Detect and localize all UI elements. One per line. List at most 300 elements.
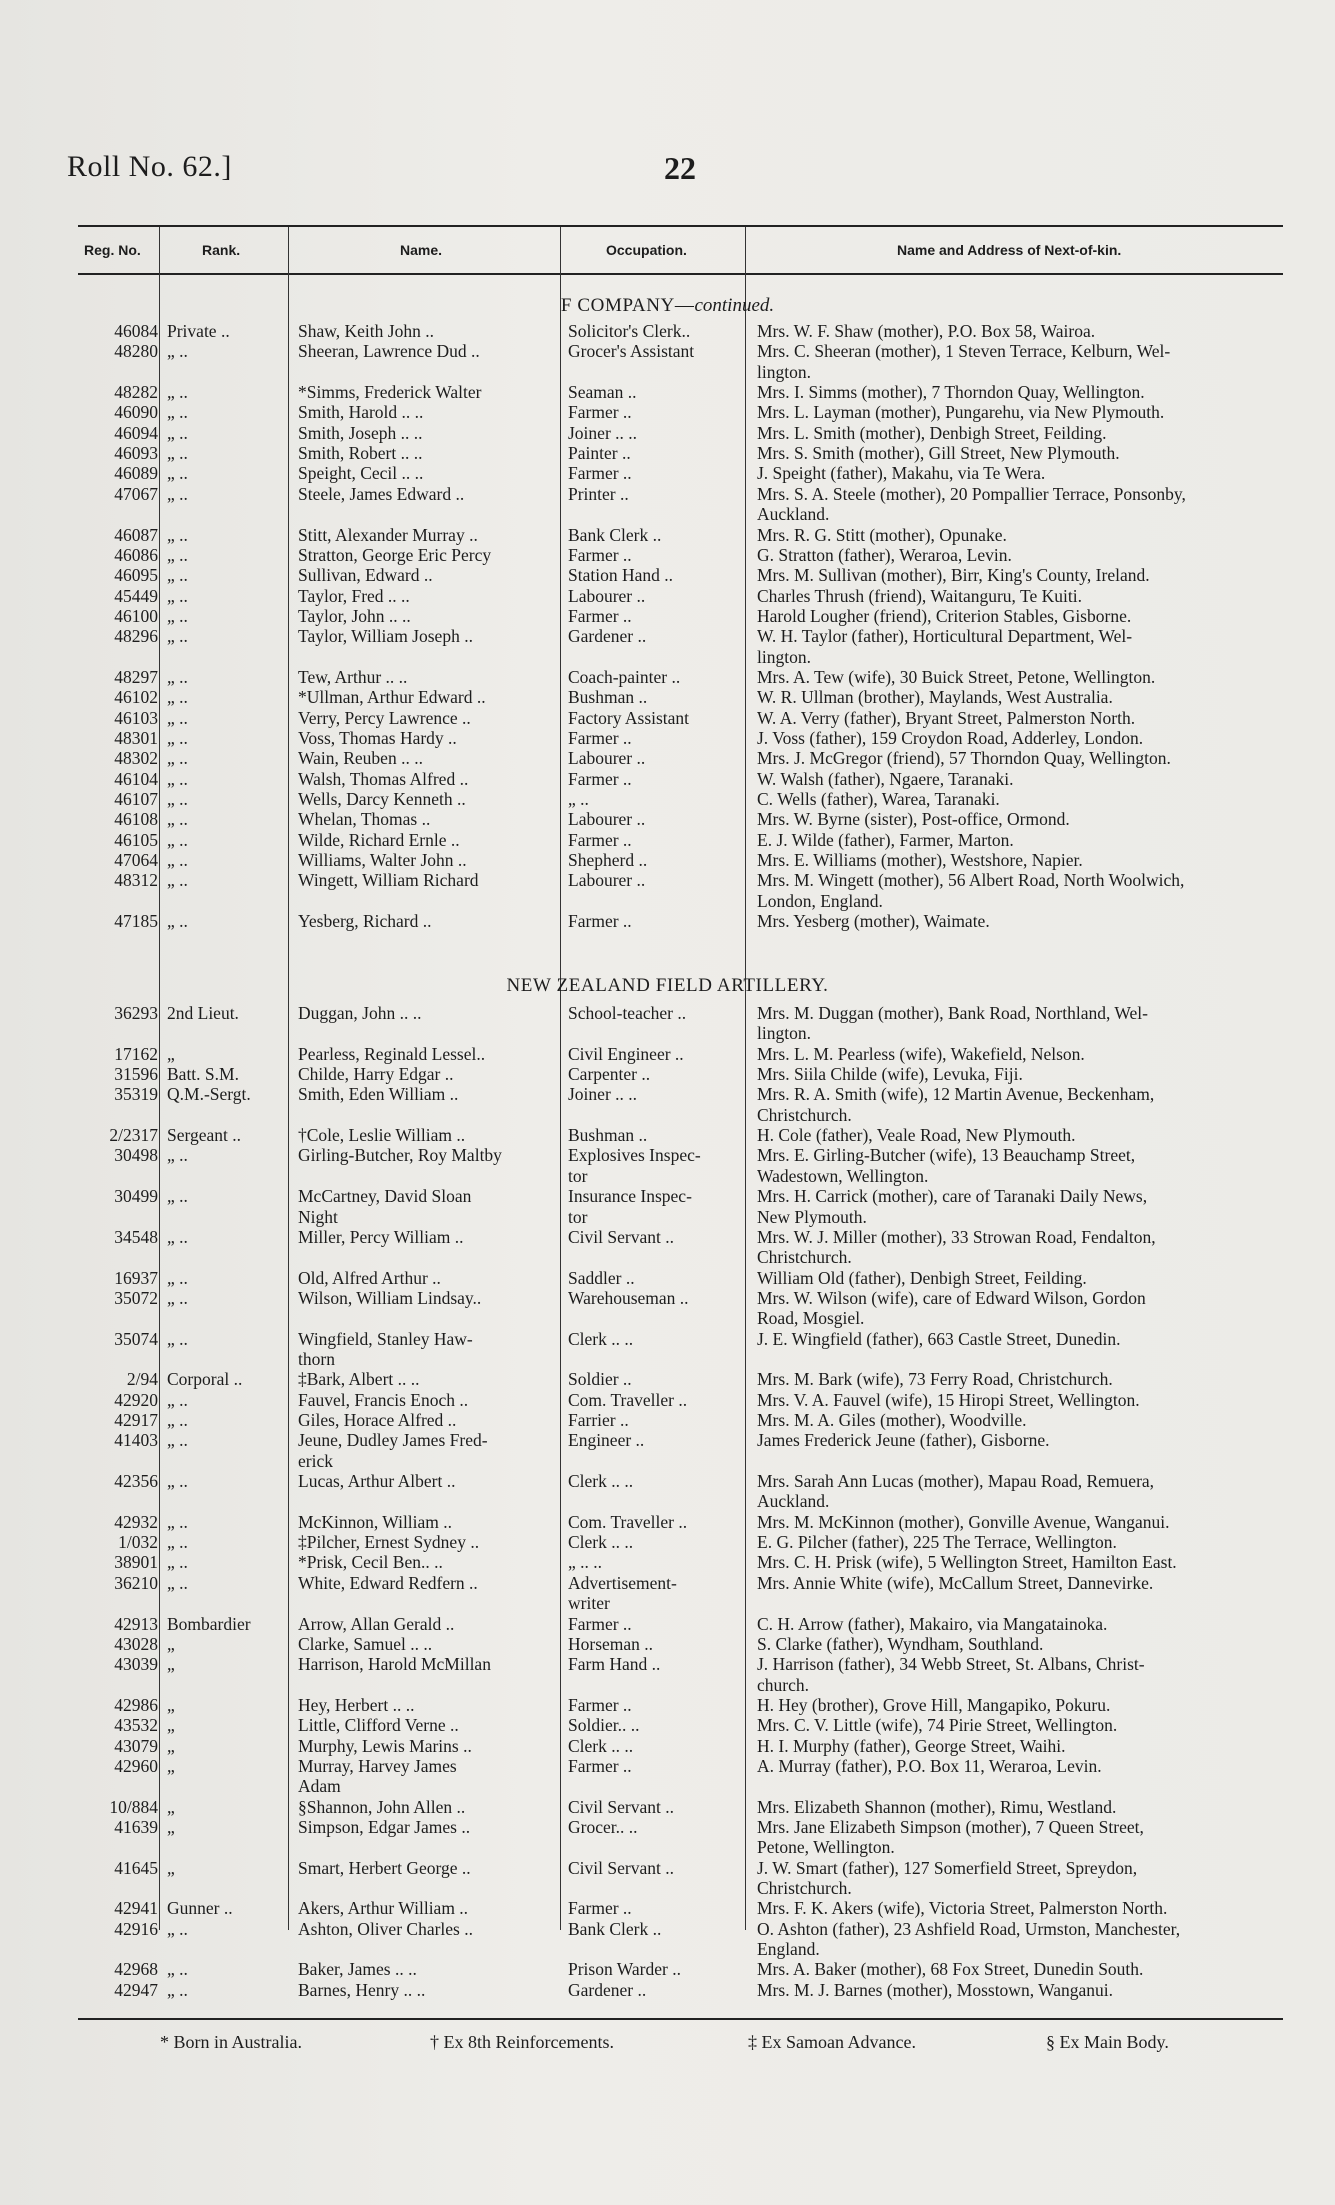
table-row xyxy=(0,1288,1335,1308)
cell-name: Smith, Harold .. .. xyxy=(298,402,424,422)
cell-occ: Farmer .. xyxy=(568,402,632,422)
cell-occ: tor xyxy=(568,1207,588,1227)
cell-name: Arrow, Allan Gerald .. xyxy=(298,1614,455,1634)
cell-rank: „ xyxy=(167,1817,175,1837)
cell-name: Pearless, Reginald Lessel.. xyxy=(298,1044,486,1064)
cell-kin: Mrs. W. Wilson (wife), care of Edward Wilson, Gordon xyxy=(757,1288,1146,1308)
cell-name: Steele, James Edward .. xyxy=(298,484,465,504)
cell-name: Stratton, George Eric Percy xyxy=(298,545,492,565)
cell-occ: Joiner .. .. xyxy=(568,423,638,443)
cell-kin: Christchurch. xyxy=(757,1105,852,1125)
cell-occ: Prison Warder .. xyxy=(568,1959,681,1979)
cell-kin: Mrs. L. Smith (mother), Denbigh Street, Feilding. xyxy=(757,423,1107,443)
cell-name: Hey, Herbert .. .. xyxy=(298,1695,415,1715)
cell-rank: „ .. xyxy=(167,1410,188,1430)
cell-name: Adam xyxy=(298,1776,341,1796)
cell-name: Wain, Reuben .. .. xyxy=(298,748,423,768)
cell-occ: Farmer .. xyxy=(568,830,632,850)
cell-reg: 1/032 xyxy=(118,1532,158,1552)
cell-occ: Com. Traveller .. xyxy=(568,1512,688,1532)
cell-kin: Mrs. Sarah Ann Lucas (mother), Mapau Road, Remuera, xyxy=(757,1471,1155,1491)
cell-kin: England. xyxy=(757,1939,820,1959)
cell-reg: 46094 xyxy=(114,423,158,443)
table-row xyxy=(0,423,1335,443)
table-row xyxy=(0,789,1335,809)
cell-kin: J. E. Wingfield (father), 663 Castle Street, Dunedin. xyxy=(757,1329,1121,1349)
cell-occ: Insurance Inspec- xyxy=(568,1186,692,1206)
cell-kin: Mrs. F. K. Akers (wife), Victoria Street, Palmerston North. xyxy=(757,1898,1168,1918)
cell-name: Little, Clifford Verne .. xyxy=(298,1715,459,1735)
table-row xyxy=(0,1858,1335,1878)
column-header-row xyxy=(78,228,1283,272)
cell-rank: „ .. xyxy=(167,1268,188,1288)
cell-name: Giles, Horace Alfred .. xyxy=(298,1410,457,1430)
cell-reg: 42916 xyxy=(114,1919,158,1939)
table-row xyxy=(0,1817,1335,1837)
cell-occ: Farmer .. xyxy=(568,1614,632,1634)
cell-kin: Christchurch. xyxy=(757,1247,852,1267)
cell-reg: 42932 xyxy=(114,1512,158,1532)
cell-kin: Mrs. Elizabeth Shannon (mother), Rimu, Westland. xyxy=(757,1797,1117,1817)
table-row xyxy=(0,830,1335,850)
cell-occ: Grocer.. .. xyxy=(568,1817,638,1837)
table-row xyxy=(0,443,1335,463)
table-row xyxy=(0,1776,1335,1796)
cell-occ: Labourer .. xyxy=(568,586,646,606)
table-row xyxy=(0,1410,1335,1430)
cell-occ: Carpenter .. xyxy=(568,1064,651,1084)
cell-rank: „ .. xyxy=(167,870,188,890)
table-row xyxy=(0,1471,1335,1491)
table-row xyxy=(0,1715,1335,1735)
cell-occ: Farmer .. xyxy=(568,463,632,483)
table-row xyxy=(0,1064,1335,1084)
cell-name: Night xyxy=(298,1207,338,1227)
cell-rank: „ .. xyxy=(167,341,188,361)
cell-occ: Com. Traveller .. xyxy=(568,1390,688,1410)
cell-name: Williams, Walter John .. xyxy=(298,850,467,870)
table-row xyxy=(0,1491,1335,1511)
cell-rank: „ xyxy=(167,1756,175,1776)
table-row xyxy=(0,687,1335,707)
cell-occ: Factory Assistant xyxy=(568,708,690,728)
cell-rank: „ xyxy=(167,1654,175,1674)
table-row xyxy=(0,1573,1335,1593)
section-continued: continued. xyxy=(694,295,775,316)
cell-kin: Mrs. M. Duggan (mother), Bank Road, Northland, Wel- xyxy=(757,1003,1148,1023)
cell-rank: „ .. xyxy=(167,1145,188,1165)
cell-reg: 30498 xyxy=(114,1145,158,1165)
table-row xyxy=(0,1634,1335,1654)
cell-name: Smart, Herbert George .. xyxy=(298,1858,471,1878)
table-row xyxy=(0,463,1335,483)
cell-occ: Horseman .. xyxy=(568,1634,654,1654)
table-row xyxy=(0,1614,1335,1634)
cell-occ: Gardener .. xyxy=(568,626,647,646)
col-kin-header: Name and Address of Next-of-kin. xyxy=(897,242,1122,258)
cell-occ: tor xyxy=(568,1166,588,1186)
cell-reg: 48312 xyxy=(114,870,158,890)
header-bottom-rule xyxy=(78,273,1283,275)
cell-reg: 48301 xyxy=(114,728,158,748)
cell-name: Wingfield, Stanley Haw- xyxy=(298,1329,473,1349)
cell-kin: Charles Thrush (friend), Waitanguru, Te Kuiti. xyxy=(757,586,1082,606)
cell-kin: Mrs. R. G. Stitt (mother), Opunake. xyxy=(757,525,1007,545)
table-row xyxy=(0,1756,1335,1776)
cell-kin: Mrs. M. Sullivan (mother), Birr, King's County, Ireland. xyxy=(757,565,1150,585)
cell-kin: Mrs. Annie White (wife), McCallum Street, Dannevirke. xyxy=(757,1573,1154,1593)
cell-name: Smith, Eden William .. xyxy=(298,1084,459,1104)
table-row xyxy=(0,1308,1335,1328)
section-title: NEW ZEALAND FIELD ARTILLERY. xyxy=(506,975,829,996)
cell-kin: Mrs. M. Bark (wife), 73 Ferry Road, Christchurch. xyxy=(757,1369,1113,1389)
cell-reg: 47067 xyxy=(114,484,158,504)
cell-rank: „ .. xyxy=(167,708,188,728)
cell-occ: Gardener .. xyxy=(568,1980,647,2000)
cell-reg: 48282 xyxy=(114,382,158,402)
cell-occ: Clerk .. .. xyxy=(568,1532,634,1552)
cell-occ: Clerk .. .. xyxy=(568,1471,634,1491)
cell-kin: lington. xyxy=(757,1023,811,1043)
cell-name: Lucas, Arthur Albert .. xyxy=(298,1471,456,1491)
cell-rank: „ .. xyxy=(167,1980,188,2000)
table-row xyxy=(0,565,1335,585)
cell-rank: „ .. xyxy=(167,1959,188,1979)
cell-reg: 2/94 xyxy=(126,1369,158,1389)
cell-rank: „ .. xyxy=(167,1329,188,1349)
cell-reg: 34548 xyxy=(114,1227,158,1247)
cell-rank: „ .. xyxy=(167,1186,188,1206)
cell-reg: 46089 xyxy=(114,463,158,483)
cell-name: †Cole, Leslie William .. xyxy=(298,1125,466,1145)
footnote: ‡ Ex Samoan Advance. xyxy=(748,2032,916,2052)
cell-occ: Warehouseman .. xyxy=(568,1288,689,1308)
cell-rank: „ .. xyxy=(167,850,188,870)
table-row xyxy=(0,1329,1335,1349)
cell-occ: Soldier.. .. xyxy=(568,1715,640,1735)
footer-rule xyxy=(78,2018,1283,2020)
cell-name: Ashton, Oliver Charles .. xyxy=(298,1919,473,1939)
cell-rank: 2nd Lieut. xyxy=(167,1003,239,1023)
cell-kin: W. Walsh (father), Ngaere, Taranaki. xyxy=(757,769,1014,789)
table-row xyxy=(0,1552,1335,1572)
table-row xyxy=(0,647,1335,667)
cell-occ: Seaman .. xyxy=(568,382,637,402)
cell-reg: 46100 xyxy=(114,606,158,626)
cell-occ: Coach-painter .. xyxy=(568,667,681,687)
table-row xyxy=(0,402,1335,422)
section-heading-f-company xyxy=(0,295,1335,317)
cell-name: Shaw, Keith John .. xyxy=(298,321,434,341)
table-row xyxy=(0,1125,1335,1145)
cell-reg: 48302 xyxy=(114,748,158,768)
table-row xyxy=(0,586,1335,606)
cell-rank: „ .. xyxy=(167,545,188,565)
cell-occ: Farrier .. xyxy=(568,1410,629,1430)
table-row xyxy=(0,1980,1335,2000)
cell-reg: 46107 xyxy=(114,789,158,809)
cell-reg: 42920 xyxy=(114,1390,158,1410)
cell-kin: Mrs. C. H. Prisk (wife), 5 Wellington Street, Hamilton East. xyxy=(757,1552,1177,1572)
cell-name: Duggan, John .. .. xyxy=(298,1003,422,1023)
table-row xyxy=(0,1695,1335,1715)
cell-kin: Mrs. V. A. Fauvel (wife), 15 Hiropi Street, Wellington. xyxy=(757,1390,1140,1410)
cell-name: Tew, Arthur .. .. xyxy=(298,667,408,687)
cell-reg: 38901 xyxy=(114,1552,158,1572)
cell-occ: „ .. xyxy=(568,789,589,809)
cell-rank: „ .. xyxy=(167,687,188,707)
cell-name: *Ullman, Arthur Edward .. xyxy=(298,687,486,707)
cell-kin: J. Harrison (father), 34 Webb Street, St. Albans, Christ- xyxy=(757,1654,1145,1674)
table-row xyxy=(0,1166,1335,1186)
cell-rank: „ .. xyxy=(167,789,188,809)
cell-reg: 42356 xyxy=(114,1471,158,1491)
col-rank-header: Rank. xyxy=(202,242,241,258)
table-row xyxy=(0,769,1335,789)
table-row xyxy=(0,1207,1335,1227)
cell-kin: Mrs. W. J. Miller (mother), 33 Strowan Road, Fendalton, xyxy=(757,1227,1156,1247)
cell-occ: Labourer .. xyxy=(568,748,646,768)
table-row xyxy=(0,1227,1335,1247)
cell-kin: W. R. Ullman (brother), Maylands, West Australia. xyxy=(757,687,1113,707)
cell-reg: 42947 xyxy=(114,1980,158,2000)
cell-occ: Engineer .. xyxy=(568,1430,645,1450)
table-row xyxy=(0,626,1335,646)
cell-reg: 42917 xyxy=(114,1410,158,1430)
cell-kin: Mrs. A. Tew (wife), 30 Buick Street, Petone, Wellington. xyxy=(757,667,1156,687)
cell-occ: Farmer .. xyxy=(568,769,632,789)
cell-occ: Farmer .. xyxy=(568,1695,632,1715)
cell-reg: 47064 xyxy=(114,850,158,870)
cell-name: Murray, Harvey James xyxy=(298,1756,457,1776)
cell-rank: „ .. xyxy=(167,830,188,850)
table-row xyxy=(0,728,1335,748)
cell-kin: H. Hey (brother), Grove Hill, Mangapiko, Pokuru. xyxy=(757,1695,1111,1715)
cell-rank: „ xyxy=(167,1634,175,1654)
cell-name: Speight, Cecil .. .. xyxy=(298,463,424,483)
cell-rank: „ .. xyxy=(167,728,188,748)
cell-occ: Civil Servant .. xyxy=(568,1797,674,1817)
cell-reg: 35319 xyxy=(114,1084,158,1104)
cell-occ: Farmer .. xyxy=(568,1898,632,1918)
cell-kin: lington. xyxy=(757,362,811,382)
cell-kin: O. Ashton (father), 23 Ashfield Road, Urmston, Manchester, xyxy=(757,1919,1181,1939)
cell-reg: 42941 xyxy=(114,1898,158,1918)
table-row xyxy=(0,1512,1335,1532)
cell-occ: Explosives Inspec- xyxy=(568,1145,701,1165)
cell-rank: „ .. xyxy=(167,1288,188,1308)
table-row xyxy=(0,1939,1335,1959)
cell-kin: Mrs. M. Wingett (mother), 56 Albert Road, North Woolwich, xyxy=(757,870,1185,890)
cell-kin: H. Cole (father), Veale Road, New Plymouth. xyxy=(757,1125,1076,1145)
cell-rank: „ .. xyxy=(167,1227,188,1247)
cell-kin: William Old (father), Denbigh Street, Feilding. xyxy=(757,1268,1087,1288)
cell-kin: Mrs. M. McKinnon (mother), Gonville Avenue, Wanganui. xyxy=(757,1512,1170,1532)
cell-occ: Civil Engineer .. xyxy=(568,1044,684,1064)
col-name-header: Name. xyxy=(400,242,443,258)
cell-reg: 36293 xyxy=(114,1003,158,1023)
cell-reg: 10/884 xyxy=(109,1797,158,1817)
footnote: † Ex 8th Reinforcements. xyxy=(430,2032,614,2052)
cell-kin: Mrs. E. Girling-Butcher (wife), 13 Beauchamp Street, xyxy=(757,1145,1136,1165)
cell-reg: 48280 xyxy=(114,341,158,361)
table-row xyxy=(0,748,1335,768)
cell-reg: 46103 xyxy=(114,708,158,728)
cell-rank: Q.M.-Sergt. xyxy=(167,1084,251,1104)
cell-name: Childe, Harry Edgar .. xyxy=(298,1064,454,1084)
cell-kin: Auckland. xyxy=(757,504,830,524)
roll-number: Roll No. 62.] xyxy=(67,150,232,183)
cell-rank: „ xyxy=(167,1736,175,1756)
cell-rank: „ .. xyxy=(167,463,188,483)
cell-name: Taylor, John .. .. xyxy=(298,606,411,626)
cell-name: ‡Pilcher, Ernest Sydney .. xyxy=(298,1532,480,1552)
table-row xyxy=(0,1349,1335,1369)
cell-reg: 41639 xyxy=(114,1817,158,1837)
table-row xyxy=(0,1919,1335,1939)
cell-reg: 36210 xyxy=(114,1573,158,1593)
cell-kin: London, England. xyxy=(757,891,883,911)
cell-kin: Mrs. C. Sheeran (mother), 1 Steven Terrace, Kelburn, Wel- xyxy=(757,341,1171,361)
cell-kin: Road, Mosgiel. xyxy=(757,1308,865,1328)
cell-kin: Auckland. xyxy=(757,1491,830,1511)
cell-kin: C. H. Arrow (father), Makairo, via Mangatainoka. xyxy=(757,1614,1108,1634)
cell-occ: Joiner .. .. xyxy=(568,1084,638,1104)
cell-kin: Wadestown, Wellington. xyxy=(757,1166,929,1186)
table-row xyxy=(0,1369,1335,1389)
cell-name: thorn xyxy=(298,1349,335,1369)
cell-rank: „ .. xyxy=(167,911,188,931)
cell-rank: Private .. xyxy=(167,321,230,341)
cell-reg: 48297 xyxy=(114,667,158,687)
cell-rank: „ .. xyxy=(167,667,188,687)
cell-kin: Harold Lougher (friend), Criterion Stables, Gisborne. xyxy=(757,606,1132,626)
cell-occ: Bushman .. xyxy=(568,1125,648,1145)
cell-rank: „ .. xyxy=(167,402,188,422)
cell-name: Harrison, Harold McMillan xyxy=(298,1654,491,1674)
cell-kin: W. A. Verry (father), Bryant Street, Palmerston North. xyxy=(757,708,1136,728)
cell-name: Verry, Percy Lawrence .. xyxy=(298,708,471,728)
cell-kin: Mrs. S. Smith (mother), Gill Street, New Plymouth. xyxy=(757,443,1120,463)
cell-kin: J. Voss (father), 159 Croydon Road, Adderley, London. xyxy=(757,728,1144,748)
cell-kin: Mrs. E. Williams (mother), Westshore, Napier. xyxy=(757,850,1083,870)
cell-name: Yesberg, Richard .. xyxy=(298,911,432,931)
cell-occ: writer xyxy=(568,1593,610,1613)
cell-occ: Printer .. xyxy=(568,484,629,504)
cell-reg: 46090 xyxy=(114,402,158,422)
table-row xyxy=(0,484,1335,504)
cell-reg: 46084 xyxy=(114,321,158,341)
cell-reg: 42913 xyxy=(114,1614,158,1634)
cell-reg: 16937 xyxy=(114,1268,158,1288)
cell-reg: 41645 xyxy=(114,1858,158,1878)
cell-name: Taylor, Fred .. .. xyxy=(298,586,410,606)
table-row xyxy=(0,525,1335,545)
cell-name: Barnes, Henry .. .. xyxy=(298,1980,426,2000)
cell-occ: Civil Servant .. xyxy=(568,1858,674,1878)
cell-name: Murphy, Lewis Marins .. xyxy=(298,1736,472,1756)
cell-name: §Shannon, John Allen .. xyxy=(298,1797,466,1817)
table-row xyxy=(0,1878,1335,1898)
cell-occ: Clerk .. .. xyxy=(568,1329,634,1349)
table-row xyxy=(0,1797,1335,1817)
table-row xyxy=(0,911,1335,931)
table-row xyxy=(0,1959,1335,1979)
cell-occ: Bank Clerk .. xyxy=(568,1919,662,1939)
cell-name: Smith, Robert .. .. xyxy=(298,443,423,463)
cell-kin: Mrs. A. Baker (mother), 68 Fox Street, Dunedin South. xyxy=(757,1959,1144,1979)
cell-rank: Corporal .. xyxy=(167,1369,243,1389)
cell-occ: „ .. .. xyxy=(568,1552,603,1572)
cell-reg: 42968 xyxy=(114,1959,158,1979)
cell-occ: Shepherd .. xyxy=(568,850,648,870)
cell-rank: „ .. xyxy=(167,565,188,585)
cell-name: Sheeran, Lawrence Dud .. xyxy=(298,341,480,361)
cell-occ: Solicitor's Clerk.. xyxy=(568,321,691,341)
cell-kin: Mrs. W. F. Shaw (mother), P.O. Box 58, Wairoa. xyxy=(757,321,1096,341)
table-row xyxy=(0,382,1335,402)
page-number: 22 xyxy=(664,150,696,186)
cell-occ: School-teacher .. xyxy=(568,1003,687,1023)
cell-rank: „ .. xyxy=(167,1573,188,1593)
cell-name: Girling-Butcher, Roy Maltby xyxy=(298,1145,502,1165)
cell-occ: Farmer .. xyxy=(568,1756,632,1776)
cell-rank: „ xyxy=(167,1044,175,1064)
cell-rank: „ .. xyxy=(167,1390,188,1410)
cell-name: Miller, Percy William .. xyxy=(298,1227,464,1247)
cell-kin: New Plymouth. xyxy=(757,1207,867,1227)
cell-reg: 46108 xyxy=(114,809,158,829)
table-row xyxy=(0,1898,1335,1918)
cell-name: Wilson, William Lindsay.. xyxy=(298,1288,482,1308)
cell-kin: Mrs. I. Simms (mother), 7 Thorndon Quay, Wellington. xyxy=(757,382,1145,402)
cell-reg: 30499 xyxy=(114,1186,158,1206)
header-top-rule xyxy=(78,225,1283,227)
cell-name: *Prisk, Cecil Ben.. .. xyxy=(298,1552,443,1572)
cell-reg: 42986 xyxy=(114,1695,158,1715)
cell-kin: E. J. Wilde (father), Farmer, Marton. xyxy=(757,830,1014,850)
cell-name: Voss, Thomas Hardy .. xyxy=(298,728,457,748)
cell-occ: Farm Hand .. xyxy=(568,1654,661,1674)
cell-reg: 43532 xyxy=(114,1715,158,1735)
cell-name: Wilde, Richard Ernle .. xyxy=(298,830,460,850)
cell-kin: G. Stratton (father), Weraroa, Levin. xyxy=(757,545,1012,565)
cell-kin: Petone, Wellington. xyxy=(757,1837,895,1857)
cell-kin: W. H. Taylor (father), Horticultural Department, Wel- xyxy=(757,626,1133,646)
table-row xyxy=(0,341,1335,361)
cell-reg: 17162 xyxy=(114,1044,158,1064)
cell-occ: Farmer .. xyxy=(568,911,632,931)
table-row xyxy=(0,1023,1335,1043)
cell-reg: 46095 xyxy=(114,565,158,585)
table-row xyxy=(0,504,1335,524)
cell-rank: „ .. xyxy=(167,443,188,463)
section-heading-artillery xyxy=(0,975,1335,997)
cell-name: Jeune, Dudley James Fred- xyxy=(298,1430,488,1450)
cell-reg: 46104 xyxy=(114,769,158,789)
cell-name: Baker, James .. .. xyxy=(298,1959,417,1979)
cell-kin: James Frederick Jeune (father), Gisborne. xyxy=(757,1430,1050,1450)
cell-rank: „ .. xyxy=(167,423,188,443)
table-row xyxy=(0,1003,1335,1023)
cell-reg: 43039 xyxy=(114,1654,158,1674)
cell-kin: Mrs. C. V. Little (wife), 74 Pirie Street, Wellington. xyxy=(757,1715,1118,1735)
table-row xyxy=(0,1084,1335,1104)
cell-reg: 46093 xyxy=(114,443,158,463)
cell-occ: Farmer .. xyxy=(568,606,632,626)
cell-kin: J. W. Smart (father), 127 Somerfield Street, Spreydon, xyxy=(757,1858,1138,1878)
cell-occ: Painter .. xyxy=(568,443,631,463)
